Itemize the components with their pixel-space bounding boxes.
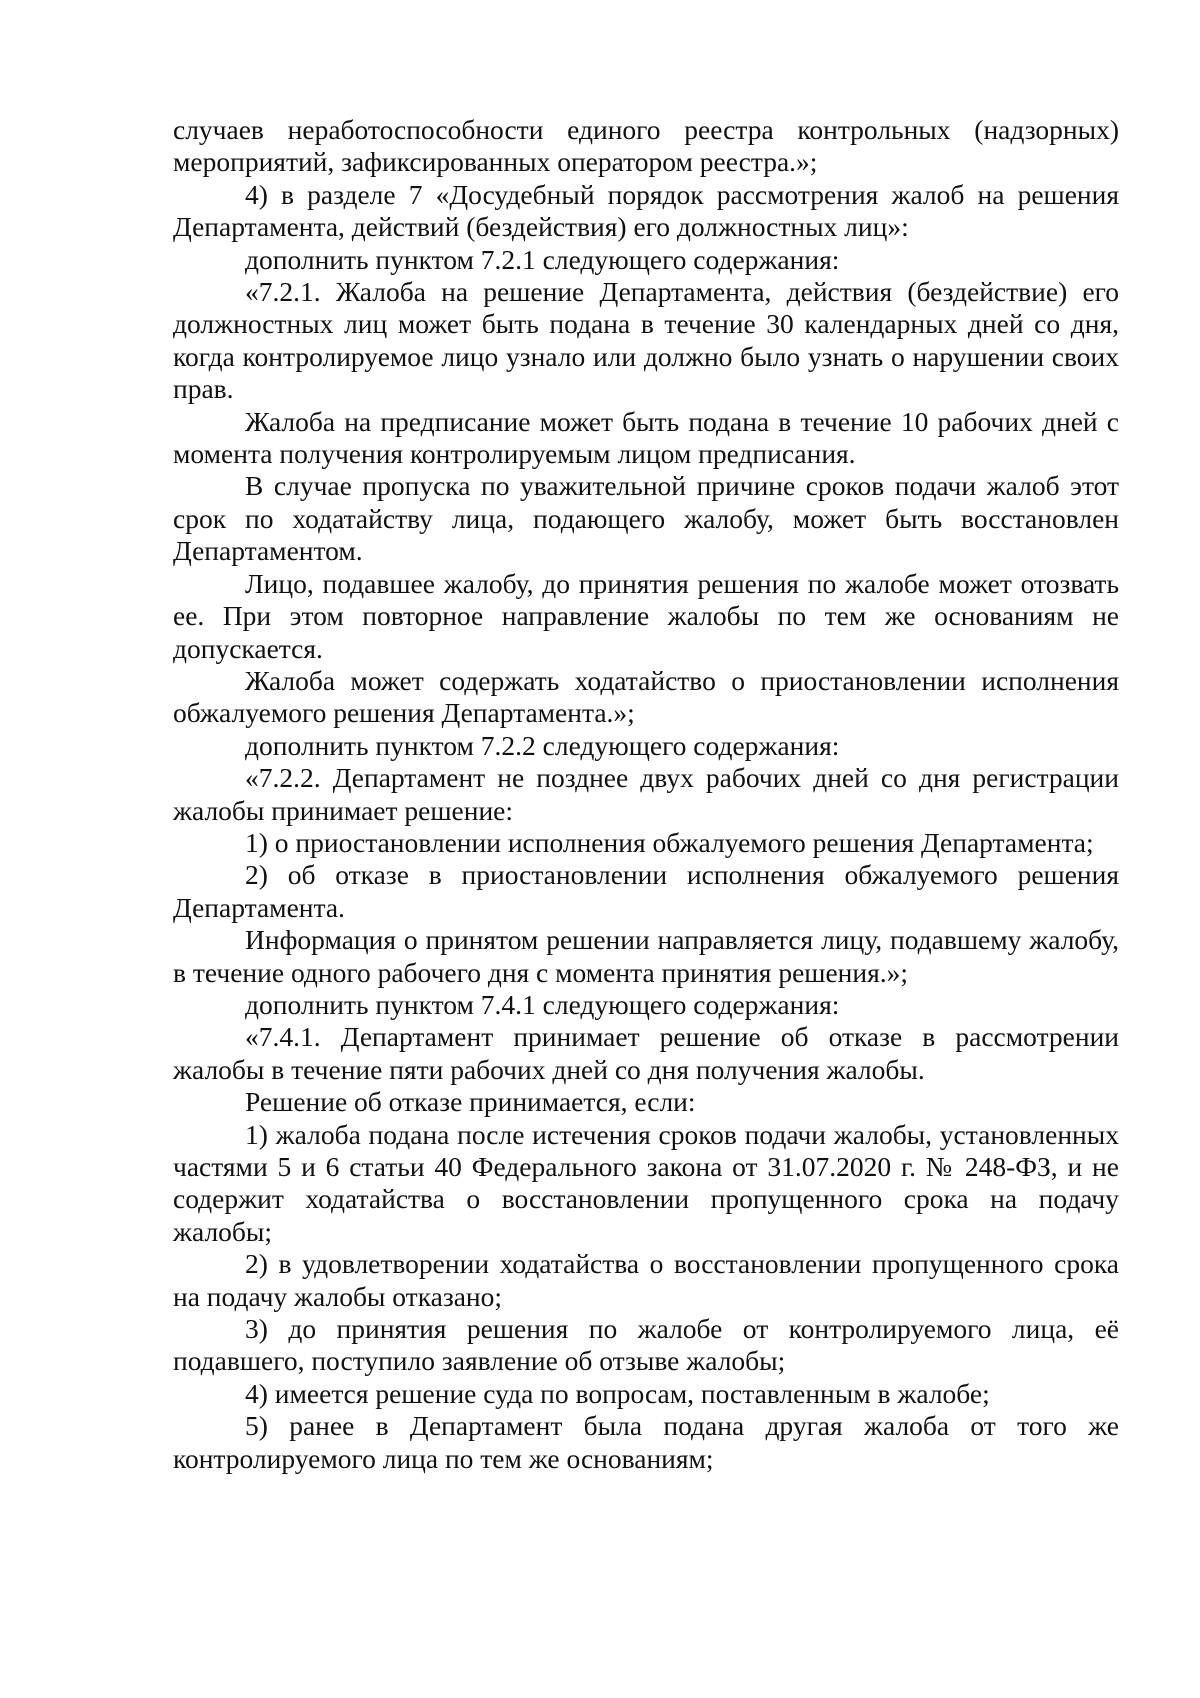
paragraph-amend-7-4-1: дополнить пунктом 7.4.1 следующего содержания: bbox=[245, 988, 840, 1020]
paragraph-condition-3: 3) до принятия решения по жалобе от контролируемого лица, её подавшего, поступило заявление об отзыве жалобы; bbox=[173, 1313, 1119, 1377]
paragraph-suspension-petition: Жалоба может содержать ходатайство о приостановлении исполнения обжалуемого решения Департамента.»; bbox=[173, 664, 1119, 729]
paragraph-missed-deadline: В случае пропуска по уважительной причине сроков подачи жалоб этот срок по ходатайству лица, подающего жалобу, может быть восстановлен Департаментом. bbox=[173, 470, 1119, 567]
paragraph-7-2-2-item-1: 1) о приостановлении исполнения обжалуемого решения Департамента; bbox=[245, 826, 1094, 858]
paragraph-prescription-complaint: Жалоба на предписание может быть подана в течение 10 рабочих дней с момента получения контролируемым лицом предписания. bbox=[173, 405, 1119, 470]
paragraph-7-2-2: «7.2.2. Департамент не позднее двух рабочих дней со дня регистрации жалобы принимает решение: bbox=[173, 762, 1119, 826]
paragraph-continuation: случаев неработоспособности единого реестра контрольных (надзорных) мероприятий, зафиксированных оператором реестра.»; bbox=[173, 114, 1119, 178]
paragraph-condition-1: 1) жалоба подана после истечения сроков подачи жалобы, установленных частями 5 и 6 статьи 40 Федерального закона от 31.07.2020 г. № 248-ФЗ, и не содержит ходатайства о восстановлении пропущенного срока на подачу жалобы; bbox=[173, 1118, 1119, 1247]
paragraph-condition-4: 4) имеется решение суда по вопросам, поставленным в жалобе; bbox=[245, 1377, 990, 1409]
paragraph-7-2-2-item-2: 2) об отказе в приостановлении исполнения обжалуемого решения Департамента. bbox=[173, 859, 1119, 923]
paragraph-7-4-1: «7.4.1. Департамент принимает решение об отказе в рассмотрении жалобы в течение пяти рабочих дней со дня получения жалобы. bbox=[173, 1021, 1119, 1085]
paragraph-condition-5: 5) ранее в Департамент была подана другая жалоба от того же контролируемого лица по тем же основаниям; bbox=[173, 1410, 1119, 1474]
paragraph-7-2-1: «7.2.1. Жалоба на решение Департамента, действия (бездействие) его должностных лиц может быть подана в течение 30 календарных дней со дня, когда контролируемое лицо узнало или должно было узнать о нарушении своих прав. bbox=[173, 276, 1119, 405]
paragraph-withdrawal: Лицо, подавшее жалобу, до принятия решения по жалобе может отозвать ее. При этом повторное направление жалобы по тем же основаниям не допускается. bbox=[173, 567, 1119, 664]
document-body bbox=[173, 114, 1119, 1475]
paragraph-amend-7-2-1: дополнить пунктом 7.2.1 следующего содержания: bbox=[245, 243, 840, 275]
paragraph-decision-notice: Информация о принятом решении направляется лицу, подавшему жалобу, в течение одного рабочего дня с момента принятия решения.»; bbox=[173, 924, 1119, 988]
paragraph-amend-7-2-2: дополнить пунктом 7.2.2 следующего содержания: bbox=[245, 729, 840, 761]
paragraph-item-4: 4) в разделе 7 «Досудебный порядок рассмотрения жалоб на решения Департамента, действий (бездействия) его должностных лиц»: bbox=[173, 178, 1119, 243]
paragraph-condition-2: 2) в удовлетворении ходатайства о восстановлении пропущенного срока на подачу жалобы отказано; bbox=[173, 1248, 1119, 1312]
paragraph-refusal-conditions: Решение об отказе принимается, если: bbox=[245, 1086, 696, 1118]
